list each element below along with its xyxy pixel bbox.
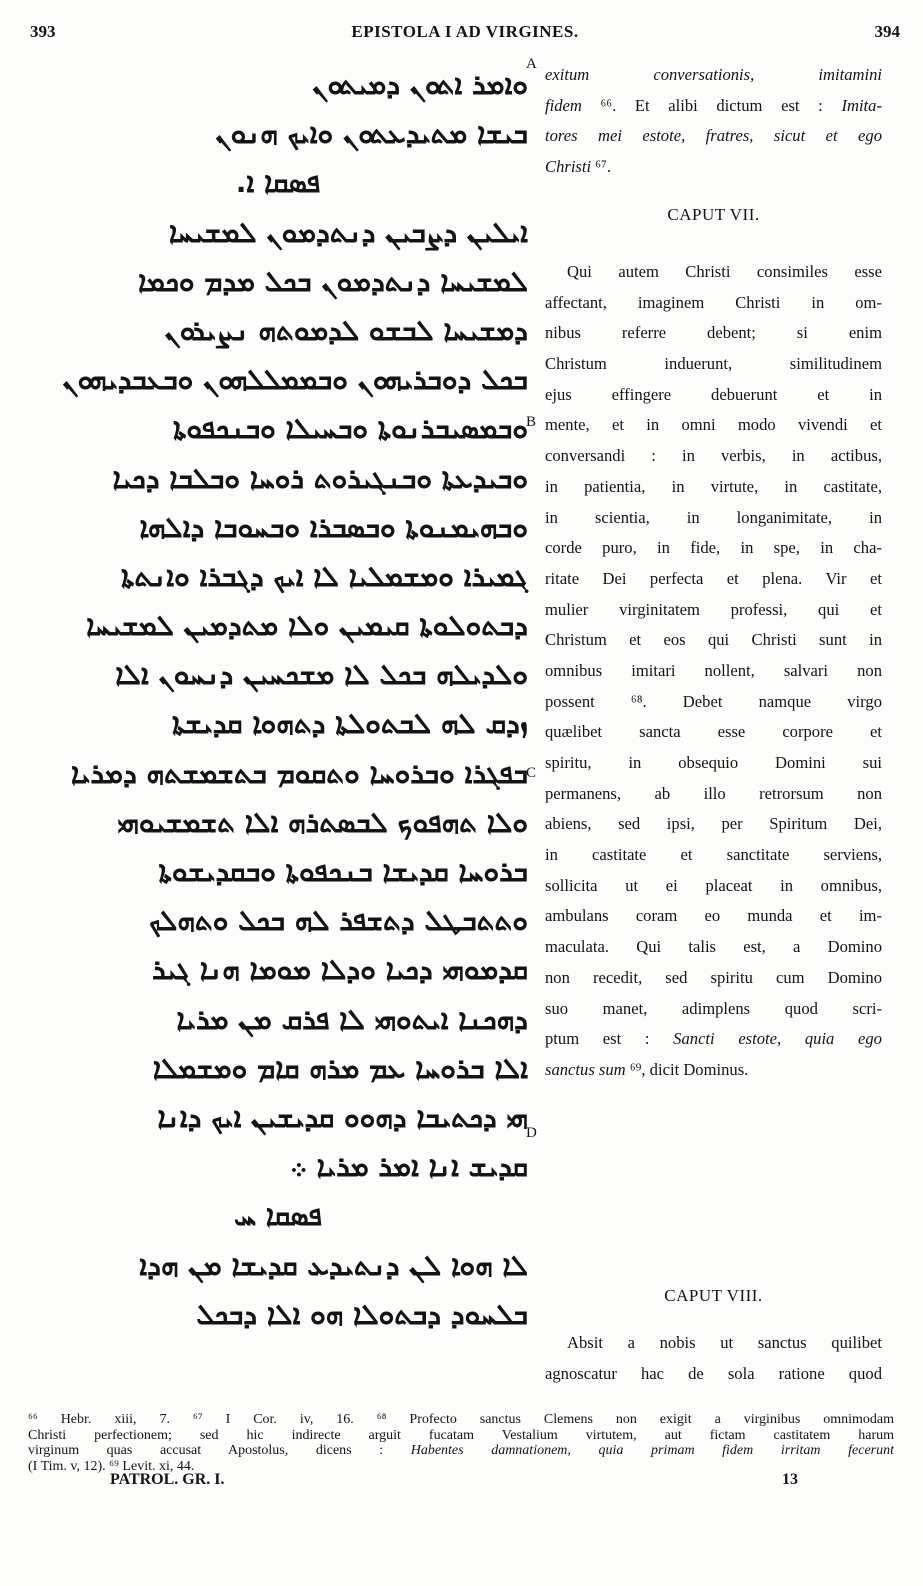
latin-line <box>545 410 882 441</box>
text-run: corde puro, in fide, in spe, in cha- <box>545 538 882 558</box>
latin-line <box>545 932 882 963</box>
latin-paragraph <box>545 257 882 1086</box>
latin-line <box>545 901 882 932</box>
syriac-line: ܘܠܐ ܬܗܦܘܟ ܠܒܣܬܪܗ ܐܠܐ ܬܫܡܫܝܘܗܝ <box>117 805 528 839</box>
italic-text: Habentes damnationem, quia primam fidem irritam fecerunt <box>410 1443 894 1458</box>
margin-letter: B <box>526 414 537 430</box>
text-run: mente, et in omni modo vivendi et <box>545 415 882 435</box>
text-run: non recedit, sed spiritu cum Domino <box>545 967 882 987</box>
italic-text: Sancti estote, quia ego <box>673 1029 882 1049</box>
syriac-line: ܕܗܟܢܐ ܐܝܬܘܗܝ ܠܐ ܦܪܩ ܡܢ ܡܪܝܐ <box>176 1002 528 1036</box>
text-run: Absit a nobis ut sanctus quilibet <box>567 1333 882 1352</box>
italic-text: Imita- <box>841 95 882 115</box>
text-run: spiritu, in obsequio Domini sui <box>545 753 882 772</box>
italic-text: exitum conversationis, imitamini <box>545 65 882 84</box>
text-run: abiens, sed ipsi, per Spiritum Dei, <box>545 814 882 834</box>
text-run: mulier virginitatem professi, qui et <box>545 599 882 619</box>
footnote-line <box>28 1443 894 1459</box>
latin-line <box>545 809 882 840</box>
text-run: permanens, ab illo retrorsum non <box>545 783 882 803</box>
footnotes <box>28 1412 894 1474</box>
text-run: (I Tim. v, 12). ⁶⁹ Levit. xi, 44. <box>28 1458 195 1474</box>
syriac-line: ܙܕܩ ܠܗ ܠܒܬܘܠܬܐ ܕܬܗܘܐ ܩܕܝܫܬܐ <box>171 707 528 741</box>
latin-line <box>545 441 882 472</box>
latin-line <box>545 564 882 595</box>
latin-line <box>545 840 882 871</box>
text-run: ⁶⁷. <box>591 157 611 177</box>
syriac-line: ܓܡܝܪܐ ܘܡܫܡܠܝܐ ܠܐ ܐܝܟ ܕܓܒܪܐ ܘܐܢܬܬܐ <box>121 559 528 593</box>
latin-line <box>545 595 882 626</box>
syriac-heading: ܦܣܩܐ ܚ <box>234 1199 322 1233</box>
text-run: in scientia, in longanimitate, in <box>545 507 882 527</box>
latin-line <box>545 472 882 503</box>
footnote-line <box>28 1428 894 1444</box>
text-run: maculata. Qui talis est, a Domino <box>545 937 882 957</box>
text-run: Christum et eos qui Christi sunt in <box>545 630 882 650</box>
latin-line <box>545 994 882 1025</box>
latin-column <box>545 60 882 1383</box>
latin-line <box>545 503 882 534</box>
page-footer <box>110 1471 810 1489</box>
footnote-line <box>28 1412 894 1428</box>
footer-series: PATROL. GR. I. <box>110 1471 225 1488</box>
syriac-line: ܕܡܫܝܚܐ ܠܒܫܘ ܠܕܡܘܬܗ ܢܨܝܪܘܢ <box>164 313 528 347</box>
latin-line <box>545 1328 882 1359</box>
italic-text: sanctus sum <box>545 1059 626 1079</box>
syriac-line: ܘܒܗܝܡܢܘܬܐ ܘܒܣܒܪܐ ܘܒܚܘܒܐ ܕܐܠܗܐ <box>139 510 528 544</box>
text-run: ⁶⁶. Et alibi dictum est : <box>581 95 842 115</box>
text-run: ambulans coram eo munda et im- <box>545 906 882 926</box>
latin-line <box>545 91 882 122</box>
syriac-line: ܩܕܡܘܗܝ ܕܟܝܐ ܘܕܠܐ ܡܘܡܐ ܗܢܐ ܓܝܪ <box>151 953 528 987</box>
latin-line <box>545 1055 882 1086</box>
latin-line <box>545 60 882 91</box>
text-run: in castitate et sanctitate serviens, <box>545 845 882 865</box>
latin-line <box>545 625 882 656</box>
syriac-column <box>28 60 528 1339</box>
latin-line <box>545 121 882 152</box>
syriac-line: ܒܟܠ ܕܘܒܪܝܗܘܢ ܘܒܡܡܠܠܗܘܢ ܘܒܥܒܕܝܗܘܢ <box>62 363 528 397</box>
latin-line <box>545 779 882 810</box>
margin-letter: D <box>526 1125 537 1141</box>
page-number-left: 393 <box>30 22 56 41</box>
syriac-line: ܒܝܫܐ ܡܬܝܕܥܬܘܢ ܘܐܝܟ ܗܢܘܢ <box>215 117 528 151</box>
italic-text: Christi <box>545 157 592 177</box>
syriac-line: ܩܕܝܫ ܐܢܐ ܐܡܪ ܡܪܝܐ ܀ <box>290 1150 528 1184</box>
italic-text: tores mei estote, fratres, sicut et ego <box>545 126 882 146</box>
syriac-heading: ܦܣܩܐ ܐ. <box>235 166 321 200</box>
running-header <box>30 22 900 52</box>
chapter-title: CAPUT VII. <box>667 205 760 224</box>
latin-line <box>545 349 882 380</box>
latin-paragraph <box>545 1328 882 1389</box>
syriac-line: ܘܠܕܝܠܗ ܒܟܠ ܠܐ ܡܫܟܚܝܢ ܕܢܚܘܢ ܐܠܐ <box>115 658 528 692</box>
syriac-line: ܒܦܓܪܐ ܘܒܪܘܚܐ ܘܬܩܘܡ ܒܬܫܡܫܬܗ ܕܡܪܝܐ <box>70 756 528 790</box>
text-run: conversandi : in verbis, in actibus, <box>545 446 882 466</box>
syriac-line: ܕܒܬܘܠܘܬܐ ܩܝܡܝܢ ܘܠܐ ܡܬܕܡܝܢ ܠܡܫܝܚܐ <box>86 609 528 643</box>
latin-line <box>545 380 882 411</box>
latin-line <box>545 533 882 564</box>
syriac-line: ܒܠܚܘܕ ܕܒܬܘܠܐ ܗܘ ܐܠܐ ܕܒܟܠ <box>196 1297 528 1331</box>
text-run: Qui autem Christi consimiles esse <box>567 262 882 281</box>
text-run: ritate Dei perfecta et plena. Vir et <box>545 568 882 588</box>
syriac-line: ܗܝ ܕܟܬܝܒܐ ܕܗܘܘ ܩܕܝܫܝܢ ܐܝܟ ܕܐܢܐ <box>157 1100 528 1134</box>
latin-line <box>545 1359 882 1390</box>
latin-line <box>545 152 882 183</box>
syriac-line: ܘܒܡܣܝܒܪܢܘܬܐ ܘܒܚܝܠܐ ܘܒܢܟܦܘܬܐ <box>173 412 528 446</box>
syriac-line: ܐܠܐ ܒܪܘܚܐ ܥܡ ܡܪܗ ܩܐܡ ܘܡܫܡܠܐ <box>152 1051 528 1085</box>
text-run: nibus referre debent; si enim <box>545 323 882 343</box>
latin-line <box>545 687 882 718</box>
chapter-title: CAPUT VIII. <box>664 1286 763 1305</box>
text-run: in patientia, in virtute, in castitate, <box>545 476 882 496</box>
latin-paragraph <box>545 60 882 183</box>
text-run: sollicita ut ei placeat in omnibus, <box>545 875 882 895</box>
syriac-line: ܐܝܠܝܢ ܕܨܒܝܢ ܕܢܬܕܡܘܢ ܠܡܫܝܚܐ <box>168 215 528 249</box>
page-number-right: 394 <box>874 22 900 41</box>
syriac-line: ܘܐܡܪ ܐܬܘܢ ܕܡܝܬܘܢ <box>312 68 528 101</box>
text-run: agnoscatur hac de sola ratione quod <box>545 1363 882 1383</box>
text-run: affectant, imaginem Christi in om- <box>545 292 882 312</box>
syriac-line: ܠܡܫܝܚܐ ܕܢܬܕܡܘܢ ܒܟܠ ܡܕܡ ܘܟܡܐ <box>137 264 528 298</box>
text-run: ⁶⁹, dicit Dominus. <box>625 1059 749 1079</box>
text-run: Christi perfectionem; sed hic indirecte arguit fucatam Vestalium virtutem, aut fictam castitatem harum <box>28 1427 894 1443</box>
latin-line <box>545 656 882 687</box>
syriac-line: ܒܪܘܚܐ ܩܕܝܫܐ ܒܢܟܦܘܬܐ ܘܒܩܕܝܫܘܬܐ <box>158 855 528 888</box>
syriac-line: ܘܒܝܕܥܬܐ ܘܒܢܓܝܪܘܬ ܪܘܚܐ ܘܒܠܒܐ ܕܟܝܐ <box>112 461 528 495</box>
margin-letter: A <box>526 56 537 72</box>
italic-text: fidem <box>545 95 582 115</box>
text-run: ptum est : <box>545 1029 674 1049</box>
latin-line <box>545 318 882 349</box>
text-run: virginum quas accusat Apostolus, dicens : <box>28 1443 411 1458</box>
text-run: Christum induerunt, similitudinem <box>545 354 882 374</box>
latin-line <box>545 257 882 288</box>
syriac-line: ܘܬܬܒܛܠ ܕܬܫܦܪ ܠܗ ܒܟܠ ܘܬܗܠܟ <box>149 904 528 938</box>
latin-line <box>545 288 882 319</box>
running-title: EPISTOLA I AD VIRGINES. <box>351 22 579 41</box>
latin-line <box>545 717 882 748</box>
latin-line <box>545 1024 882 1055</box>
latin-line <box>545 963 882 994</box>
signature-mark: 13 <box>782 1471 798 1488</box>
margin-letter: C <box>526 765 537 781</box>
text-run: ejus effingere debuerunt et in <box>545 384 882 404</box>
text-run: suo manet, adimplens quod scri- <box>545 998 882 1018</box>
text-run: quælibet sancta esse corpore et <box>545 722 882 742</box>
text-run: ⁶⁶ Hebr. xiii, 7. ⁶⁷ I Cor. iv, 16. ⁶⁸ Profecto sanctus Clemens non exigit a virginibus omnimodam <box>28 1412 894 1427</box>
latin-line <box>545 871 882 902</box>
latin-line <box>545 748 882 779</box>
text-run: omnibus imitari nollent, salvari non <box>545 660 882 680</box>
text-run: possent ⁶⁸. Debet namque virgo <box>545 691 882 711</box>
syriac-line: ܠܐ ܗܘܐ ܠܢ ܕܢܬܝܕܥ ܩܕܝܫܐ ܡܢ ܗܕܐ <box>139 1248 528 1282</box>
